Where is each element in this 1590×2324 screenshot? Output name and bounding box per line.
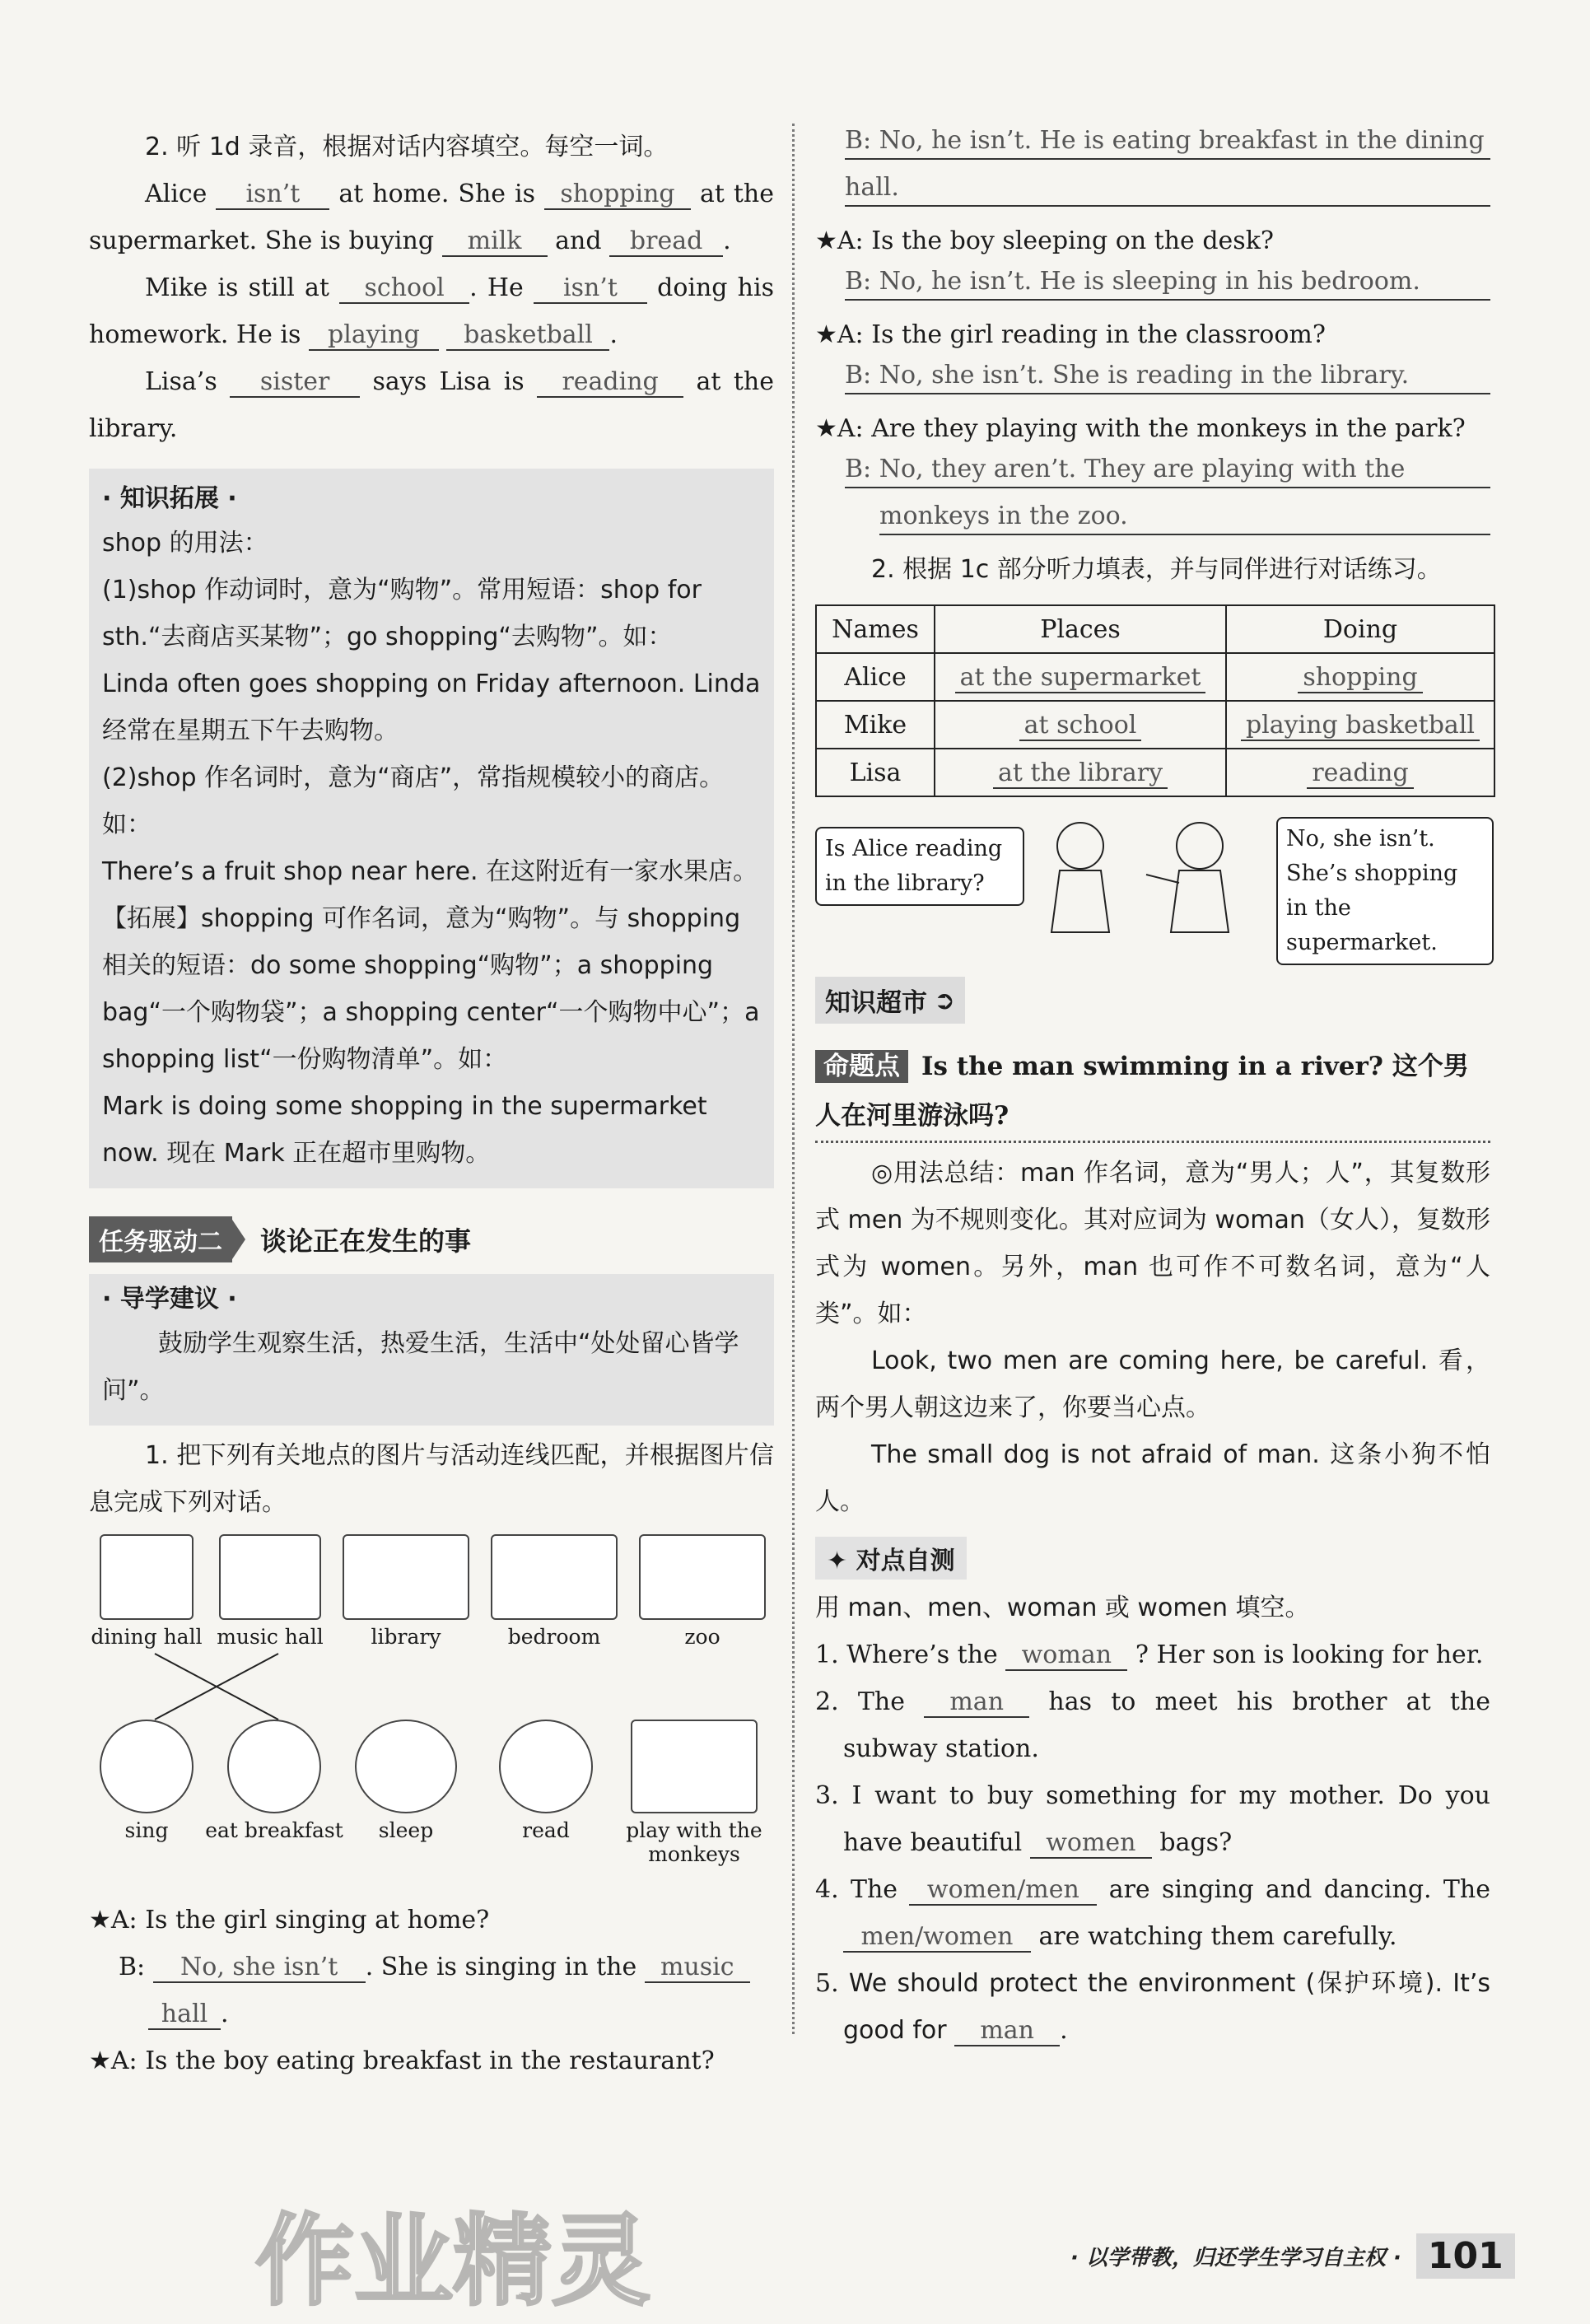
guide-text: 鼓励学生观察生活，热爱生活，生活中“处处留心皆学问”。 (102, 1329, 739, 1405)
answer-table (815, 604, 1495, 797)
dialog-5-a: ★A: Are they playing with the monkeys in the park? (815, 414, 1466, 443)
table-header: Doing (1226, 605, 1494, 653)
answer-blank: sister (230, 368, 360, 398)
table-cell: Alice (816, 653, 935, 701)
q1-title: 1. 把下列有关地点的图片与活动连线匹配，并根据图片信息完成下列对话。 (89, 1441, 774, 1517)
left-column (89, 124, 774, 2084)
place-library: library (336, 1534, 476, 1649)
usage-summary: ◎用法总结：man 作名词，意为“男人；人”，其复数形式 men 为不规则变化。其对应词为 woman（女人），复数形式为 women。另外，man 也可作不可数名词，意为“人类”。如： (815, 1159, 1490, 1328)
dialog-2-b: B: No, he isn’t. He is eating breakfast in the dining hall. (815, 124, 1490, 207)
knowledge-line: There’s a fruit shop near here. 在这附近有一家水果店。 (102, 857, 758, 886)
fill-paragraph-mike: Mike is still at school . He isn’t doing his homework. He is playing basketball . (89, 273, 774, 349)
zoo-icon (639, 1534, 766, 1620)
monkeys-icon (631, 1720, 758, 1813)
footer-motto: · 以学带教，归还学生学习自主权 · (1070, 2246, 1401, 2270)
answer-blank: isn’t (534, 274, 647, 304)
activity-sing: sing (89, 1720, 204, 1842)
sleeping-icon (355, 1720, 457, 1813)
answer-blank: bread (609, 227, 723, 257)
knowledge-title: · 知识拓展 · (102, 484, 237, 513)
boy-eating-icon (227, 1720, 321, 1813)
dialog-4-a: ★A: Is the girl reading in the classroom? (815, 320, 1326, 349)
table-header: Places (935, 605, 1226, 653)
dialog-3-b: B: No, he isn’t. He is sleeping in his bedroom. (815, 264, 1490, 301)
dialog-1-a: ★A: Is the girl singing at home? (89, 1906, 490, 1934)
topic-text: Is the man swimming in a river? 这个男人在河里游泳吗? (815, 1052, 1469, 1131)
guide-box (89, 1274, 774, 1426)
matching-pictures (89, 1534, 774, 1897)
knowledge-box (89, 469, 774, 1188)
knowledge-line: 【拓展】shopping 可作名词，意为“购物”。与 shopping 相关的短语：do some shopping“购物”；a shopping bag“一个购物袋”；a shopping center“一个购物中心”；a shopping list“一份购物清单”。如： (102, 904, 760, 1074)
column-divider (792, 124, 795, 2034)
dialog-1-b: B: No, she isn’t . She is singing in the music hall . (89, 1944, 774, 2037)
section-knowledge-market: 知识超市 ➲ (815, 977, 965, 1024)
answer-blank: music (645, 1953, 750, 1983)
table-cell: at the supermarket (935, 653, 1226, 701)
activity-read: read (484, 1720, 608, 1842)
table-cell: at school (935, 701, 1226, 749)
answer-blank: reading (537, 368, 683, 398)
speech-dialog (815, 817, 1490, 955)
table-cell: shopping (1226, 653, 1494, 701)
knowledge-line: shop 的用法： (102, 529, 268, 558)
knowledge-line: (1)shop 作动词时，意为“购物”。常用短语：shop for sth.“去商店买某物”；go shopping“去购物”。如： (102, 576, 702, 651)
library-icon (343, 1534, 469, 1620)
answer-blank: school (339, 274, 469, 304)
activity-eat-breakfast: eat breakfast (204, 1720, 344, 1842)
girl-reading-icon (499, 1720, 593, 1813)
right-column (815, 124, 1490, 2054)
answer-blank: woman (1005, 1641, 1127, 1671)
table-cell: Lisa (816, 749, 935, 796)
dialog-3-a: ★A: Is the boy sleeping on the desk? (815, 226, 1274, 255)
answer-blank: hall (148, 2000, 221, 2030)
girl-singing-icon (100, 1720, 194, 1813)
exercise-item: 1. Where’s the woman ? Her son is looking for her. (815, 1640, 1484, 1669)
fill-paragraph-lisa: Lisa’s sister says Lisa is reading at the library. (89, 367, 774, 443)
two-boys-talking-icon (1031, 817, 1253, 940)
table-row (816, 749, 1494, 796)
answer-blank: playing (309, 321, 439, 351)
table-cell: at the library (935, 749, 1226, 796)
self-check-tag: ✦ 对点自测 (815, 1537, 967, 1580)
activity-play-monkeys: play with the monkeys (616, 1720, 772, 1866)
speech-bubble-answer: No, she isn’t. She’s shopping in the supermarket. (1276, 817, 1494, 965)
place-dining-hall: dining hall (89, 1534, 204, 1649)
example-2: The small dog is not afraid of man. 这条小狗不怕人。 (815, 1440, 1490, 1516)
knowledge-line: (2)shop 作名词时，意为“商店”，常指规模较小的商店。如： (102, 763, 725, 839)
instruction: 用 man、men、woman 或 women 填空。 (815, 1594, 1310, 1622)
answer-blank: women (1030, 1829, 1152, 1859)
arrow-circle-icon: ➲ (934, 985, 955, 1015)
topic-line (815, 1042, 1490, 1143)
task-label: 任务驱动二 (89, 1216, 232, 1262)
place-music-hall: music hall (212, 1534, 328, 1649)
speech-bubble-question: Is Alice reading in the library? (815, 827, 1024, 906)
answer-blank: men/women (843, 1923, 1031, 1953)
task-arrow-icon (232, 1220, 245, 1259)
dialog-4-b: B: No, she isn’t. She is reading in the library. (815, 358, 1490, 394)
page-footer (1070, 2233, 1515, 2279)
answer-blank: isn’t (216, 180, 329, 210)
dialog-5-b: B: No, they aren’t. They are playing with the monkeys in the zoo. (815, 452, 1490, 535)
exercise-item: 4. The women/men are singing and dancing. The men/women are watching them carefully. (815, 1875, 1490, 1951)
fill-paragraph-alice: Alice isn’t at home. She is shopping at the supermarket. She is buying milk and bread . (89, 180, 774, 255)
dialog-2-a: ★A: Is the boy eating breakfast in the restaurant? (89, 2046, 715, 2075)
example-1: Look, two men are coming here, be careful. 看，两个男人朝这边来了，你要当心点。 (815, 1346, 1490, 1422)
answer-blank: shopping (544, 180, 691, 210)
watermark-logo: 作业精灵 (255, 2205, 650, 2319)
dining-hall-icon (100, 1534, 194, 1620)
topic-tag: 命题点 (815, 1050, 908, 1083)
table-cell: reading (1226, 749, 1494, 796)
answer-blank: No, she isn’t (153, 1953, 366, 1983)
activity-sleep: sleep (344, 1720, 468, 1842)
answer-blank: man (954, 2017, 1060, 2046)
table-cell: Mike (816, 701, 935, 749)
q2-title: 2. 听 1d 录音，根据对话内容填空。每空一词。 (145, 133, 669, 161)
place-bedroom: bedroom (484, 1534, 624, 1649)
exercise-item: 5. We should protect the environment (保护环境). It’s good for man . (815, 1969, 1490, 2045)
bedroom-icon (491, 1534, 618, 1620)
knowledge-line: Linda often goes shopping on Friday afternoon. Linda 经常在星期五下午去购物。 (102, 670, 761, 745)
answer-blank: man (924, 1688, 1029, 1718)
q2-right-title: 2. 根据 1c 部分听力填表，并与同伴进行对话练习。 (871, 555, 1442, 584)
place-zoo: zoo (632, 1534, 772, 1649)
task-header (89, 1215, 774, 1264)
answer-blank: basketball (446, 321, 609, 351)
exercise-item: 2. The man has to meet his brother at the subway station. (815, 1687, 1490, 1763)
table-row (816, 653, 1494, 701)
music-hall-icon (219, 1534, 321, 1620)
table-header: Names (816, 605, 935, 653)
table-cell: playing basketball (1226, 701, 1494, 749)
page-number: 101 (1416, 2233, 1515, 2279)
answer-blank: women/men (909, 1876, 1097, 1906)
task-title: 谈论正在发生的事 (260, 1225, 472, 1257)
guide-title: · 导学建议 · (102, 1285, 237, 1314)
knowledge-line: Mark is doing some shopping in the supermarket now. 现在 Mark 正在超市里购物。 (102, 1092, 707, 1168)
answer-blank: milk (442, 227, 548, 257)
table-row (816, 701, 1494, 749)
exercise-item: 3. I want to buy something for my mother. Do you have beautiful women bags? (815, 1781, 1490, 1857)
table-header-row (816, 605, 1494, 653)
